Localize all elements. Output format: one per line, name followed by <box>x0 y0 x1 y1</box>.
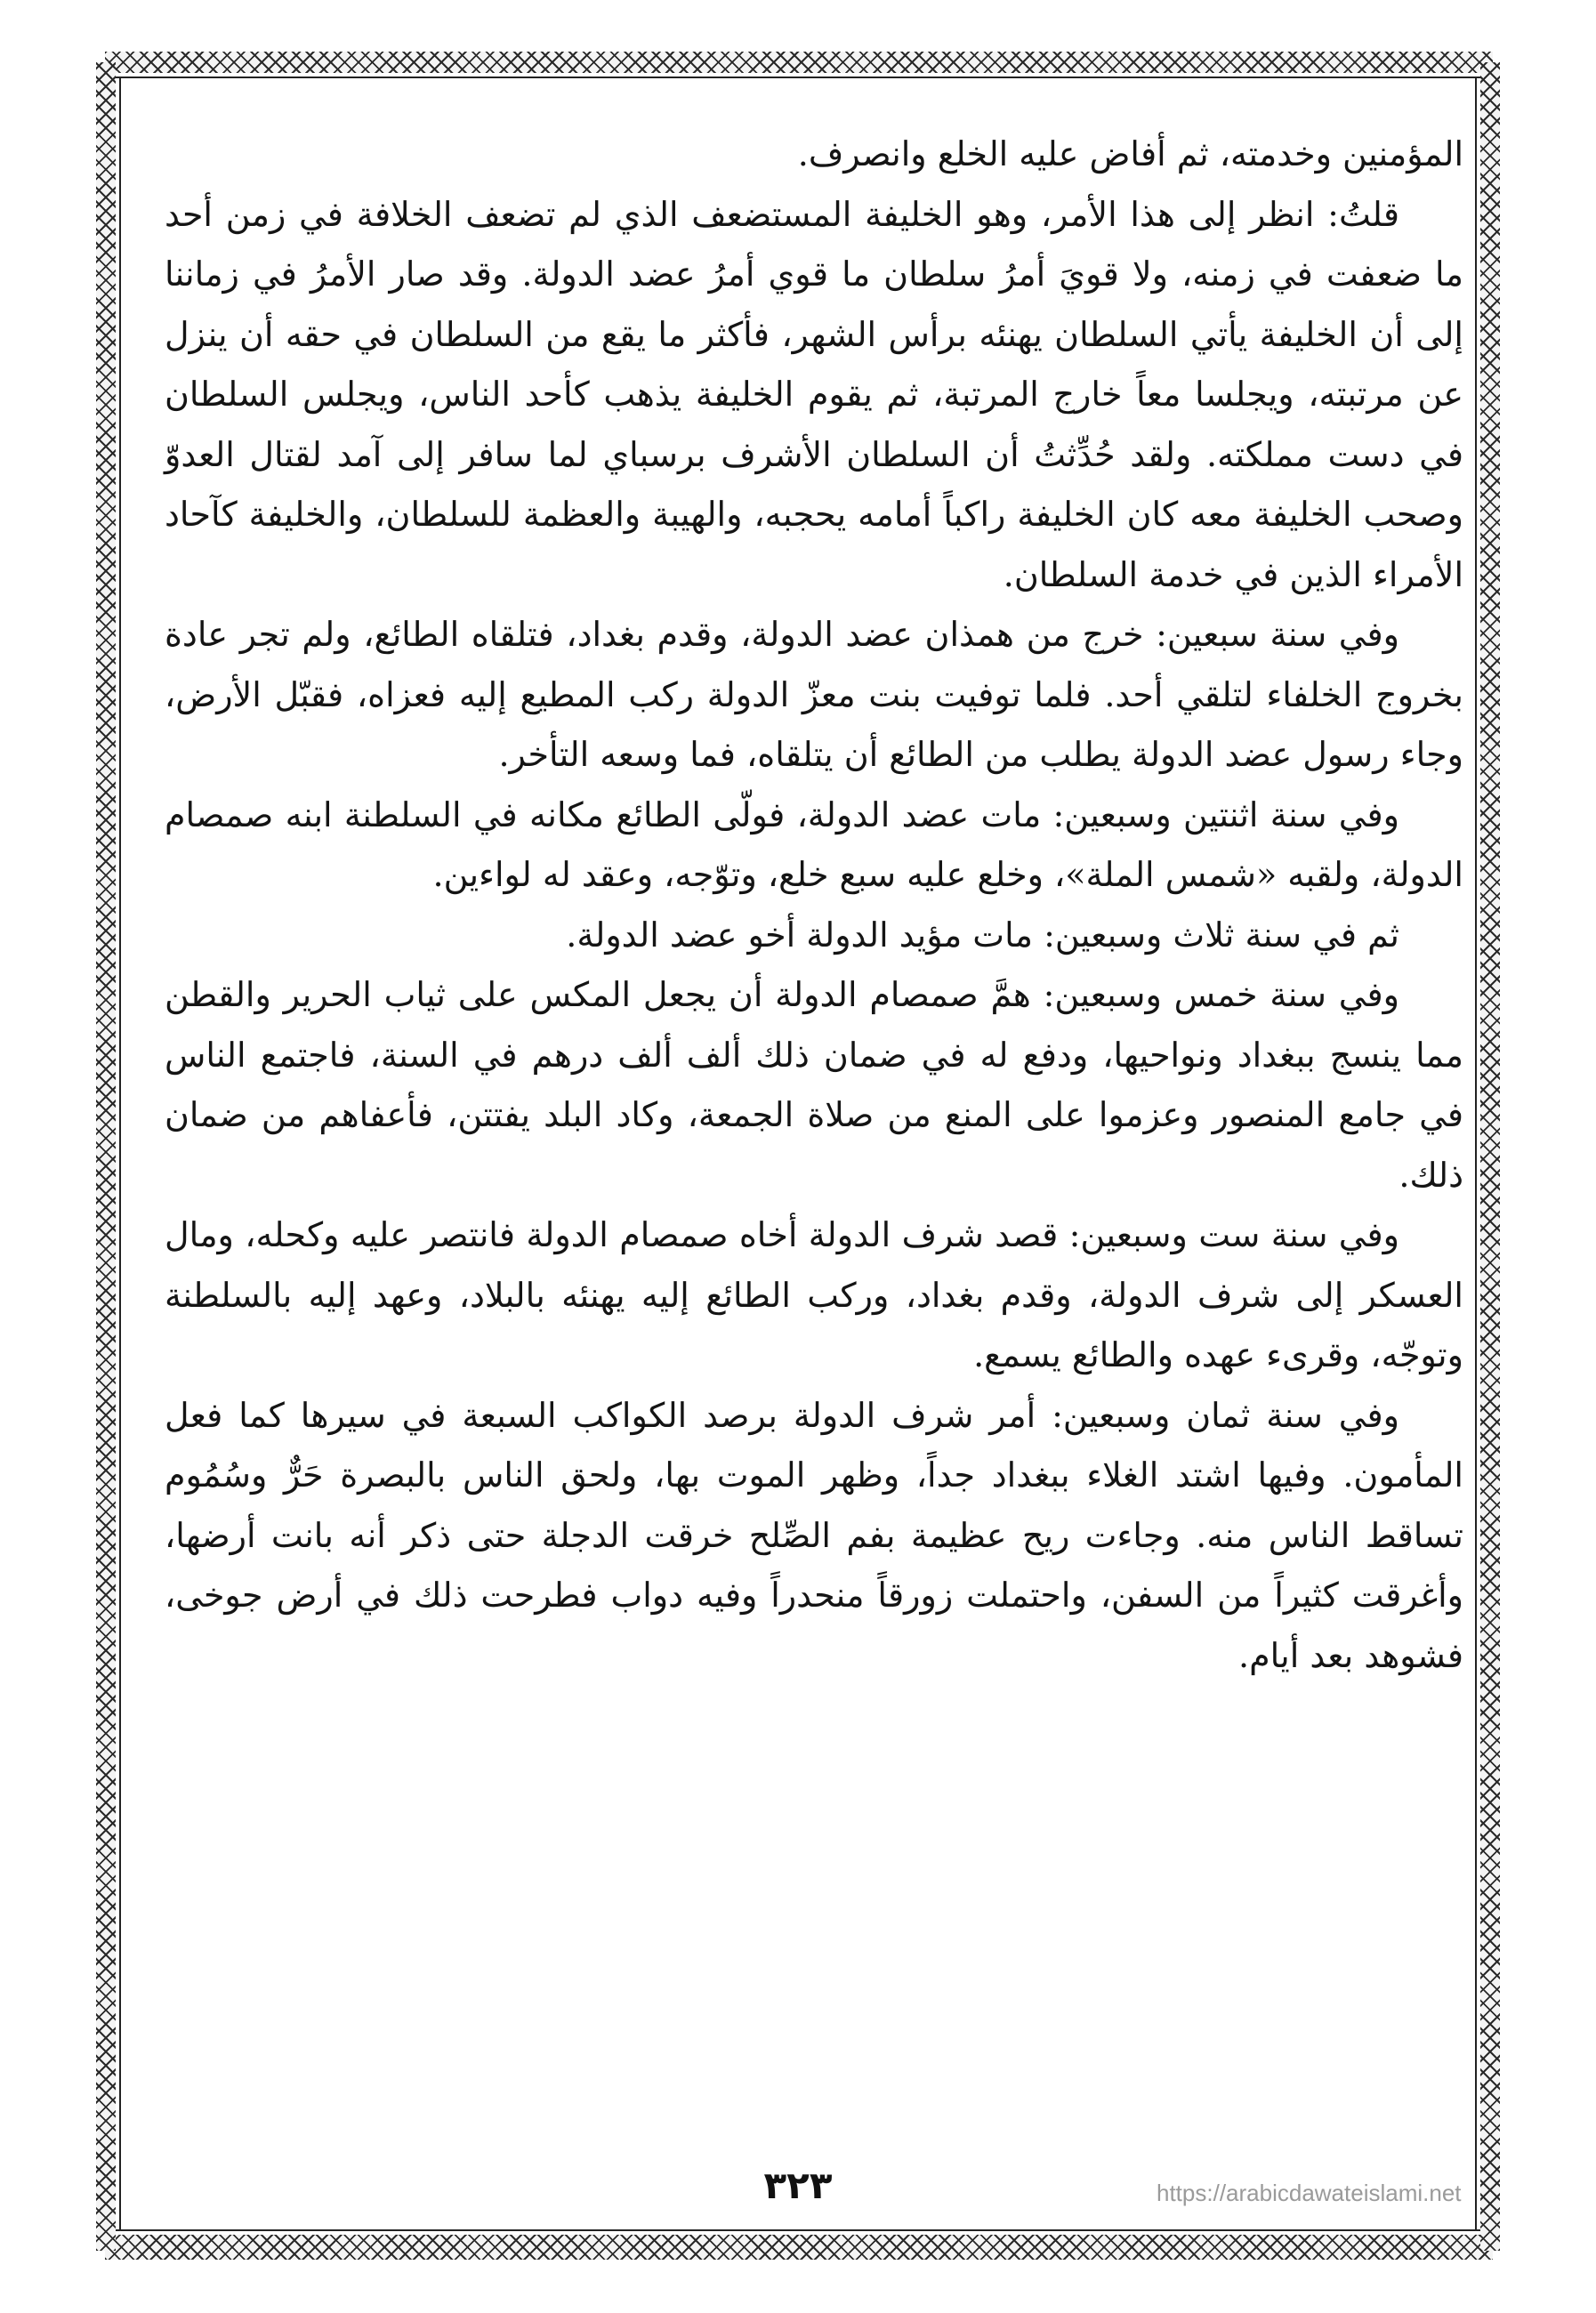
page-body <box>165 125 1463 1686</box>
paragraph-2: قلتُ: انظر إلى هذا الأمر، وهو الخليفة المستضعف الذي لم تضعف الخلافة في زمن أحد ما ضعفت في زمنه، ولا قويَ أمرُ سلطان ما قوي أمرُ عضد الدولة. وقد صار الأمرُ في زماننا إلى أن الخليفة يأتي السلطان يهنئه برأس الشهر، فأكثر ما يقع من السلطان في حقه أن ينزل عن مرتبته، ويجلسا معاً خارج المرتبة، ثم يقوم الخليفة يذهب كأحد الناس، ويجلس السلطان في دست مملكته. ولقد حُدِّثتُ أن السلطان الأشرف برسباي لما سافر إلى آمد لقتال العدوّ وصحب الخليفة معه كان الخليفة راكباً أمامه يحجبه، والهيبة والعظمة للسلطان، والخليفة كآحاد الأمراء الذين في خدمة السلطان. <box>165 194 1463 594</box>
paragraph-5: ثم في سنة ثلاث وسبعين: مات مؤيد الدولة أخو عضد الدولة. <box>566 915 1399 955</box>
right-ornamental-border <box>1480 62 1500 2251</box>
paragraph-3: وفي سنة سبعين: خرج من همذان عضد الدولة، وقدم بغداد، فتلقاه الطائع، ولم تجر عادة بخروج الخلفاء لتلقي أحد. فلما توفيت بنت معزّ الدولة ركب المطيع إليه فعزاه، فقبّل الأرض، وجاء رسول عضد الدولة يطلب من الطائع أن يتلقاه، فما وسعه التأخر. <box>165 615 1463 774</box>
paragraph-7: وفي سنة ست وسبعين: قصد شرف الدولة أخاه صمصام الدولة فانتصر عليه وكحله، ومال العسكر إلى شرف الدولة، وقدم بغداد، وركب الطائع إليه يهنئه بالبلاد، وعهد إليه بالسلطنة وتوجّه، وقرىء عهده والطائع يسمع. <box>165 1215 1463 1374</box>
page-number: ٣٢٣ <box>763 2164 833 2207</box>
paragraph-8: وفي سنة ثمان وسبعين: أمر شرف الدولة برصد الكواكب السبعة في سيرها كما فعل المأمون. وفيها اشتد الغلاء ببغداد جداً، وظهر الموت بها، ولحق الناس بالبصرة حَرٌّ وسُمُوم تساقط الناس منه. وجاءت ريح عظيمة بفم الصِّلح خرقت الدجلة حتى ذكر أنه بانت أرضها، وأغرقت كثيراً من السفن، واحتملت زورقاً منحدراً وفيه دواب فطرحت ذلك في أرض جوخى، فشوهد بعد أيام. <box>165 1395 1463 1675</box>
left-frame-rule <box>119 77 121 2229</box>
top-ornamental-border <box>105 52 1493 73</box>
top-frame-rule <box>116 77 1480 78</box>
bottom-ornamental-border <box>105 2235 1493 2260</box>
bottom-frame-rule <box>116 2229 1480 2231</box>
watermark-url: https://arabicdawateislami.net <box>1157 2180 1462 2206</box>
paragraph-1: المؤمنين وخدمته، ثم أفاض عليه الخلع وانصرف. <box>797 134 1463 173</box>
left-ornamental-border <box>96 62 116 2251</box>
paragraph-6: وفي سنة خمس وسبعين: همَّ صمصام الدولة أن يجعل المكس على ثياب الحرير والقطن مما ينسج ببغداد ونواحيها، ودفع له في ضمان ذلك ألف ألف درهم في السنة، فاجتمع الناس في جامع المنصور وعزموا على المنع من صلاة الجمعة، وكاد البلد يفتتن، فأعفاهم من ضمان ذلك. <box>165 975 1463 1195</box>
right-frame-rule <box>1475 77 1477 2229</box>
paragraph-4: وفي سنة اثنتين وسبعين: مات عضد الدولة، فولّى الطائع مكانه في السلطنة ابنه صمصام الدولة، ولقبه «شمس الملة»، وخلع عليه سبع خلع، وتوّجه، وعقد له لواءين. <box>165 794 1463 894</box>
